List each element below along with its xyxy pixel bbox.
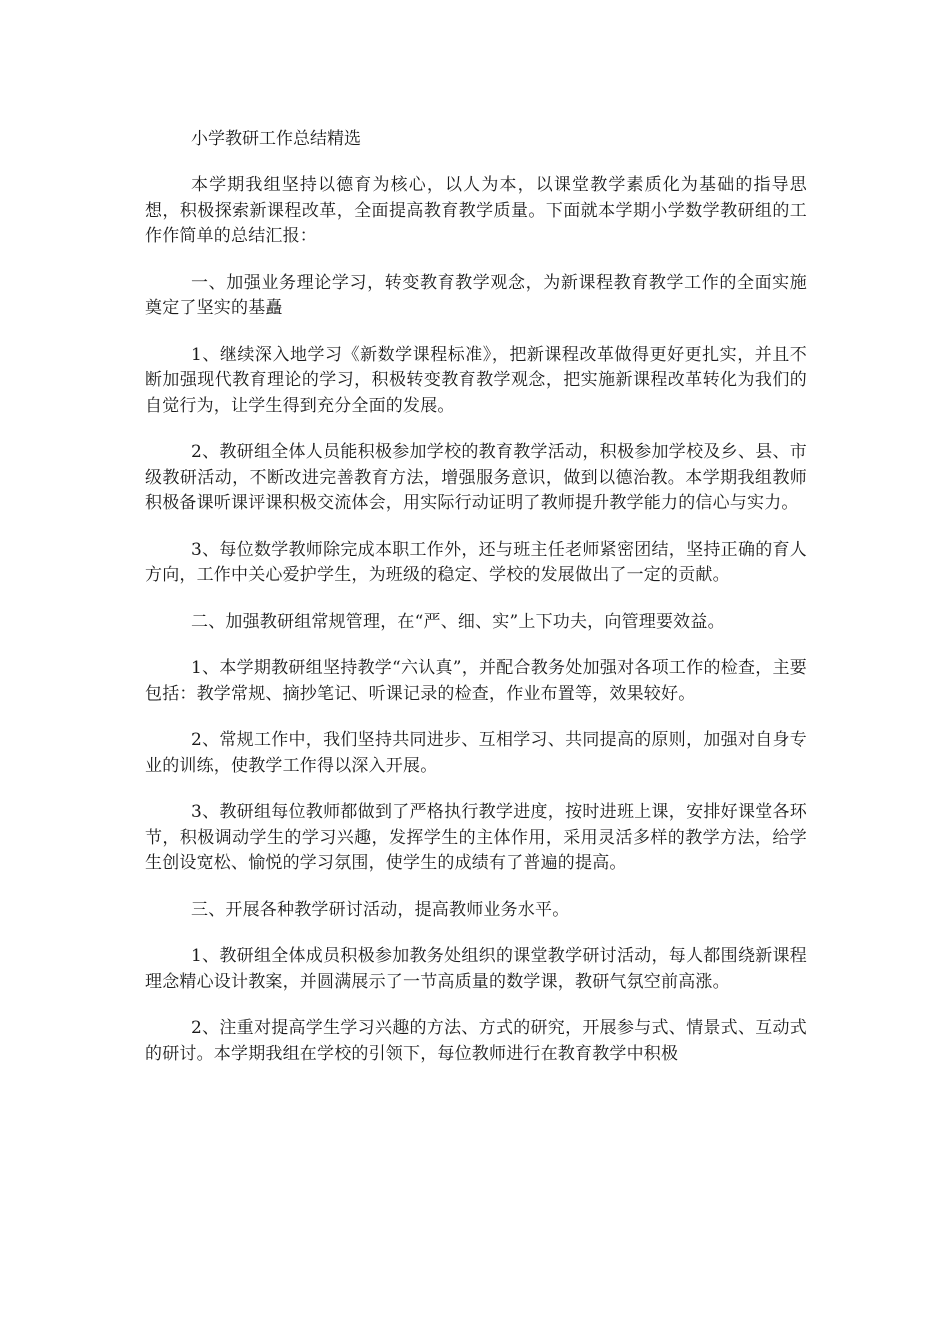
section-heading-2: 二、加强教研组常规管理，在“严、细、实”上下功夫，向管理要效益。 xyxy=(191,611,725,632)
paragraph-1-2: 2、教研组全体人员能积极参加学校的教育教学活动，积极参加学校及乡、县、市级教研活动，不断改进完善教育方法，增强服务意识，做到以德治教。本学期我组教师积极备课听课评课积极交流体会，用实际行动证明了教师提升教学能力的信心与实力。 xyxy=(145,442,807,513)
paragraph-2-1: 1、本学期教研组坚持教学“六认真”，并配合教务处加强对各项工作的检查，主要包括：教学常规、摘抄笔记、听课记录的检查，作业布置等，效果较好。 xyxy=(145,658,807,704)
paragraph-1-3: 3、每位数学教师除完成本职工作外，还与班主任老师紧密团结，坚持正确的育人方向，工作中关心爱护学生，为班级的稳定、学校的发展做出了一定的贡献。 xyxy=(145,539,807,585)
section-heading-1: 一、加强业务理论学习，转变教育教学观念，为新课程教育教学工作的全面实施奠定了坚实的基矗 xyxy=(145,272,807,318)
paragraph-2-3: 3、教研组每位教师都做到了严格执行教学进度，按时进班上课，安排好课堂各环节，积极调动学生的学习兴趣，发挥学生的主体作用，采用灵活多样的教学方法，给学生创设宽松、愉悦的学习氛围，使学生的成绩有了普遍的提高。 xyxy=(145,802,807,873)
paragraph-2-2: 2、常规工作中，我们坚持共同进步、互相学习、共同提高的原则，加强对自身专业的训练，使教学工作得以深入开展。 xyxy=(145,730,807,776)
document-body xyxy=(145,127,807,1088)
section-heading-3: 三、开展各种教学研讨活动，提高教师业务水平。 xyxy=(191,899,570,920)
paragraph-1-1: 1、继续深入地学习《新数学课程标准》，把新课程改革做得更好更扎实，并且不断加强现代教育理论的学习，积极转变教育教学观念，把实施新课程改革转化为我们的自觉行为，让学生得到充分全面的发展。 xyxy=(145,344,807,416)
paragraph-3-1: 1、教研组全体成员积极参加教务处组织的课堂教学研讨活动，每人都围绕新课程理念精心设计教案，并圆满展示了一节高质量的数学课，教研气氛空前高涨。 xyxy=(145,946,807,992)
paragraph-3-2: 2、注重对提高学生学习兴趣的方法、方式的研究，开展参与式、情景式、互动式的研讨。本学期我组在学校的引领下，每位教师进行在教育教学中积极 xyxy=(145,1018,807,1064)
paragraph-intro: 本学期我组坚持以德育为核心，以人为本，以课堂教学素质化为基础的指导思想，积极探索新课程改革，全面提高教育教学质量。下面就本学期小学数学教研组的工作作简单的总结汇报： xyxy=(145,175,807,246)
document-title: 小学教研工作总结精选 xyxy=(191,129,361,149)
